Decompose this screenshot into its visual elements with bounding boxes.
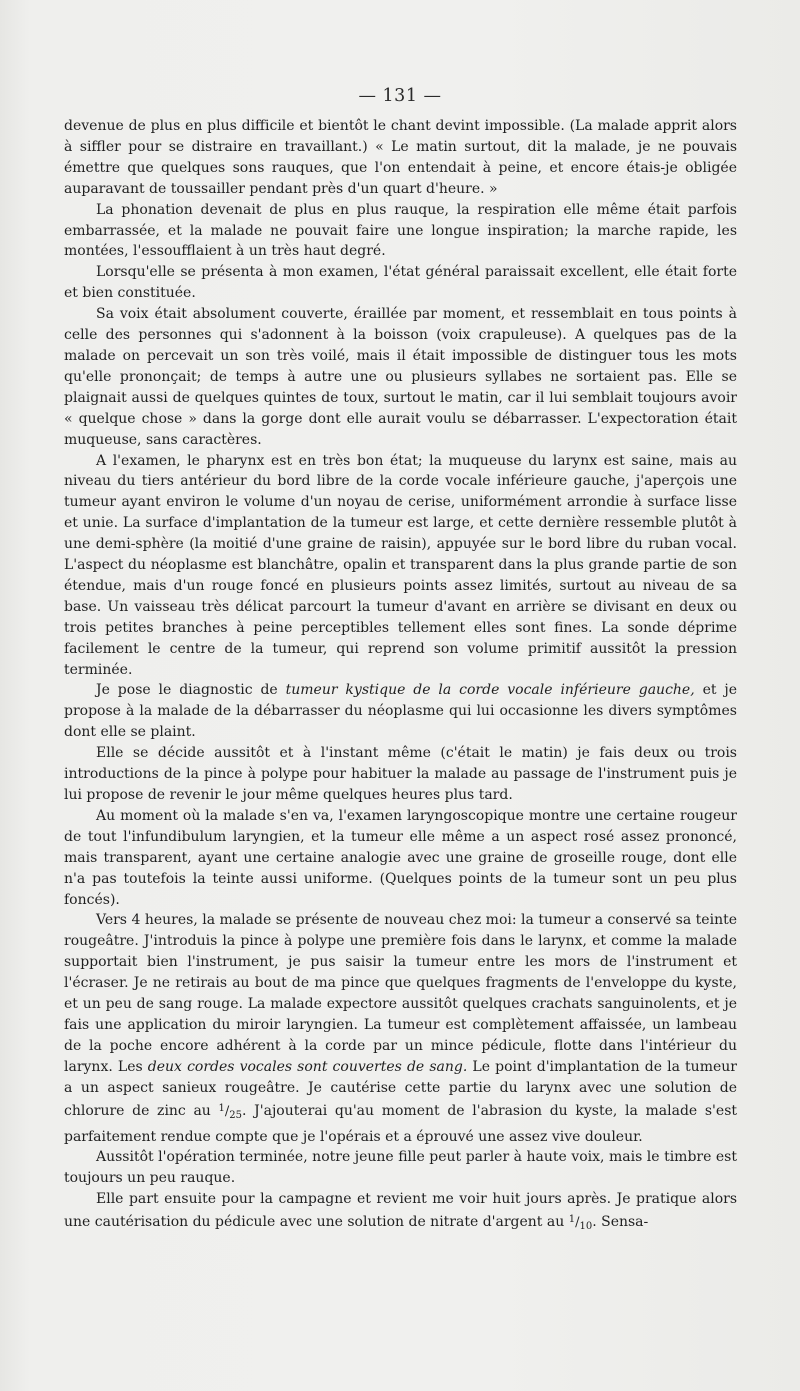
- paragraph-11-text-a: Elle part ensuite pour la campagne et revient me voir huit jours après. Je pratique alors une cautérisation du pédicule avec une solution de nitrate d'argent au: [64, 1191, 737, 1231]
- vocal-cords-italic: deux cordes vocales sont couvertes de sang.: [147, 1058, 468, 1075]
- paragraph-5: A l'examen, le pharynx est en très bon état; la muqueuse du larynx est saine, mais au niveau du tiers antérieur du bord libre de la corde vocale inférieure gauche, j'aperçois une tumeur ayant environ le volume d'un noyau de cerise, uniformément arrondie à surface lisse et unie. La surface d'implantation de la tumeur est large, et cette dernière ressemble plutôt à une demi-sphère (la moitié d'une graine de raisin), appuyée sur le bord libre du ruban vocal. L'aspect du néoplasme est blanchâtre, opalin et transparent dans la plus grande partie de son étendue, mais d'un rouge foncé en plusieurs points assez limités, surtout au niveau de sa base. Un vaisseau très délicat parcourt la tumeur d'avant en arrière se divisant en deux ou trois petites branches à peine perceptibles tellement elles sont fines. La sonde déprime facilement le centre de la tumeur, qui reprend son volume primitif aussitôt la pression terminée.: [64, 452, 737, 678]
- paragraph-9: [64, 910, 737, 1147]
- paragraph-9-text-c: . J'ajouterai qu'au moment de l'abrasion du kyste, la malade s'est parfaitement rendue compte que je l'opérais et a éprouvé une assez vive douleur.: [64, 1102, 738, 1145]
- paragraph-6-text-before: Je pose le diagnostic de: [96, 682, 286, 699]
- paragraph-1: devenue de plus en plus difficile et bientôt le chant devint impossible. (La malade apprit alors à siffler pour se distraire en travaillant.) « Le matin surtout, dit la malade, je ne pouvais émettre que quelques sons rauques, que l'on entendait à peine, et encore étais-je obligée auparavant de toussailler pendant près d'un quart d'heure. »: [64, 118, 737, 197]
- paragraph-9-text-b: Le point d'implantation de la tumeur a un aspect sanieux rougeâtre. Je cautérise cette partie du larynx avec une solution de chlorure de zinc au: [64, 1058, 737, 1119]
- fraction-zinc-numerator: 1: [218, 1102, 225, 1114]
- body-text: [64, 116, 737, 1238]
- paragraph-10: Aussitôt l'opération terminée, notre jeune fille peut parler à haute voix, mais le timbre est toujours un peu rauque.: [64, 1149, 737, 1187]
- fraction-zinc-denominator: 25: [229, 1109, 243, 1121]
- fraction-zinc: $^1/_{25}$: [218, 1102, 243, 1121]
- paragraph-6-text-after: et je propose à la malade de la débarrasser du néoplasme qui lui occasionne les divers symptômes dont elle se plaint.: [64, 682, 738, 741]
- fraction-silver-numerator: 1: [568, 1214, 576, 1226]
- diagnosis-italic: tumeur kystique de la corde vocale inférieure gauche,: [285, 682, 695, 699]
- paragraph-4: Sa voix était absolument couverte, éraillée par moment, et ressemblait en tous points à celle des personnes qui s'adonnent à la boisson (voix crapuleuse). A quelques pas de la malade on percevait un son très voilé, mais il était impossible de distinguer tous les mots qu'elle prononçait; de temps à autre une ou plusieurs syllabes ne sortaient pas. Elle se plaignait aussi de quelques quintes de toux, surtout le matin, car il lui semblait toujours avoir « quelque chose » dans la gorge dont elle aurait voulu se débarrasser. L'expectoration était muqueuse, sans caractères.: [64, 306, 737, 448]
- fraction-silver-denominator: 10: [579, 1221, 593, 1233]
- paragraph-7: Elle se décide aussitôt et à l'instant même (c'était le matin) je fais deux ou trois introductions de la pince à polype pour habituer la malade au passage de l'instrument puis je lui propose de revenir le jour même quelques heures plus tard.: [64, 745, 737, 803]
- paragraph-9-text-a: Vers 4 heures, la malade se présente de nouveau chez moi: la tumeur a conservé sa teinte rougeâtre. J'introduis la pince à polype une première fois dans le larynx, et comme la malade supportait bien l'instrument, je pus saisir la tumeur entre les mors de l'instrument et l'écraser. Je ne retirais au bout de ma pince que quelques fragments de l'enveloppe du kyste, et un peu de sang rouge. La malade expectore aussitôt quelques crachats sanguinolents, et je fais une application du miroir laryngien. La tumeur est complètement affaissée, un lambeau de la poche encore adhérent à la corde par un mince pédicule, flotte dans l'intérieur du larynx. Les: [64, 912, 737, 1075]
- paragraph-2: La phonation devenait de plus en plus rauque, la respiration elle même était parfois embarrassée, et la malade ne pouvait faire une longue inspiration; la marche rapide, les montées, l'essoufflaient à un très haut degré.: [64, 201, 737, 260]
- fraction-silver: $^1/_{10}$: [568, 1214, 593, 1233]
- page-number: — 131 —: [358, 86, 442, 106]
- paragraph-11-text-b: . Sensa-: [592, 1214, 649, 1231]
- paragraph-3: Lorsqu'elle se présenta à mon examen, l'état général paraissait excellent, elle était forte et bien constituée.: [64, 264, 737, 302]
- paragraph-11: [64, 1189, 737, 1238]
- paragraph-6: [64, 680, 737, 743]
- paragraph-8: Au moment où la malade s'en va, l'examen laryngoscopique montre une certaine rougeur de tout l'infundibulum laryngien, et la tumeur elle même a un aspect rosé assez prononcé, mais transparent, ayant une certaine analogie avec une graine de groseille rouge, dont elle n'a pas toutefois la teinte aussi uniforme. (Quelques points de la tumeur sont un peu plus foncés).: [64, 807, 737, 908]
